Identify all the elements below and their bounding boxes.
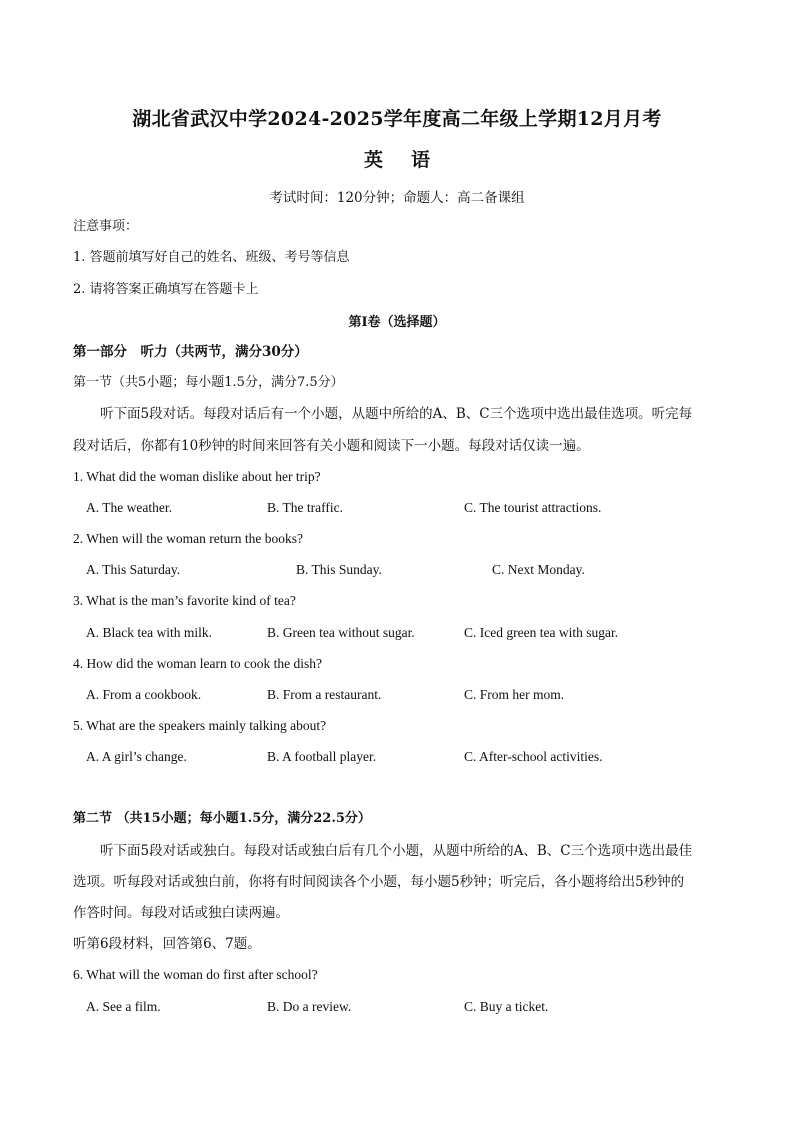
question-5: 5. What are the speakers mainly talking about?: [73, 718, 327, 733]
q3-option-a: A. Black tea with milk.: [86, 625, 212, 640]
question-3: 3. What is the man’s favorite kind of tea?: [73, 593, 296, 608]
q5-option-a: A. A girl’s change.: [86, 749, 187, 764]
q5-option-c: C. After-school activities.: [464, 749, 603, 764]
q4-option-a: A. From a cookbook.: [86, 687, 202, 702]
q3-option-b: B. Green tea without sugar.: [267, 625, 415, 640]
section1-instructions-2: 段对话后，你都有10秒钟的时间来回答有关小题和阅读下一小题。每段对话仅读一遍。: [73, 438, 590, 454]
exam-subject: [0, 145, 794, 172]
q6-option-b: B. Do a review.: [267, 999, 352, 1014]
section2-instructions-1: 听下面5段对话或独白。每段对话或独白后有几个小题，从题中所给的A、B、C三个选项中选出最佳: [100, 843, 693, 859]
note-item-2: 2. 请将答案正确填写在答题卡上: [73, 282, 259, 297]
q1-option-a: A. The weather.: [86, 500, 172, 515]
section2-title: 第二节 （共15小题；每小题1.5分，满分22.5分）: [73, 811, 371, 826]
exam-title: 湖北省武汉中学2024-2025学年度高二年级上学期12月月考: [132, 108, 662, 130]
q5-option-b: B. A football player.: [267, 749, 377, 764]
question-2: 2. When will the woman return the books?: [73, 531, 303, 546]
subject-char-1: 英: [363, 149, 383, 171]
q2-option-b: B. This Sunday.: [296, 562, 382, 577]
section2-instructions-3: 作答时间。每段对话或独白读两遍。: [73, 905, 289, 921]
q1-option-c: C. The tourist attractions.: [464, 500, 602, 515]
section1-title: 第一节（共5小题；每小题1.5分，满分7.5分）: [73, 375, 344, 390]
notes-heading: 注意事项：: [73, 219, 139, 234]
q4-option-b: B. From a restaurant.: [267, 687, 382, 702]
q4-option-c: C. From her mom.: [464, 687, 565, 702]
volume-title: 第I卷（选择题）: [348, 315, 446, 330]
q3-option-c: C. Iced green tea with sugar.: [464, 625, 619, 640]
part1-title: 第一部分 听力（共两节，满分30分）: [73, 344, 308, 360]
q6-option-a: A. See a film.: [86, 999, 161, 1014]
subject-char-2: 语: [411, 149, 431, 171]
q2-option-c: C. Next Monday.: [492, 562, 585, 577]
exam-meta: 考试时间：120分钟；命题人：高二备课组: [269, 190, 525, 206]
question-6: 6. What will the woman do first after school?: [73, 967, 318, 982]
q1-option-b: B. The traffic.: [267, 500, 343, 515]
note-item-1: 1. 答题前填写好自己的姓名、班级、考号等信息: [73, 250, 350, 265]
question-1: 1. What did the woman dislike about her trip?: [73, 469, 321, 484]
material-6-heading: 听第6段材料，回答第6、7题。: [73, 936, 261, 952]
q6-option-c: C. Buy a ticket.: [464, 999, 549, 1014]
section1-instructions-1: 听下面5段对话。每段对话后有一个小题，从题中所给的A、B、C三个选项中选出最佳选项。听完每: [100, 406, 693, 422]
section2-instructions-2: 选项。听每段对话或独白前，你将有时间阅读各个小题，每小题5秒钟；听完后，各小题将给出5秒钟的: [73, 874, 685, 890]
question-4: 4. How did the woman learn to cook the dish?: [73, 656, 322, 671]
q2-option-a: A. This Saturday.: [86, 562, 181, 577]
